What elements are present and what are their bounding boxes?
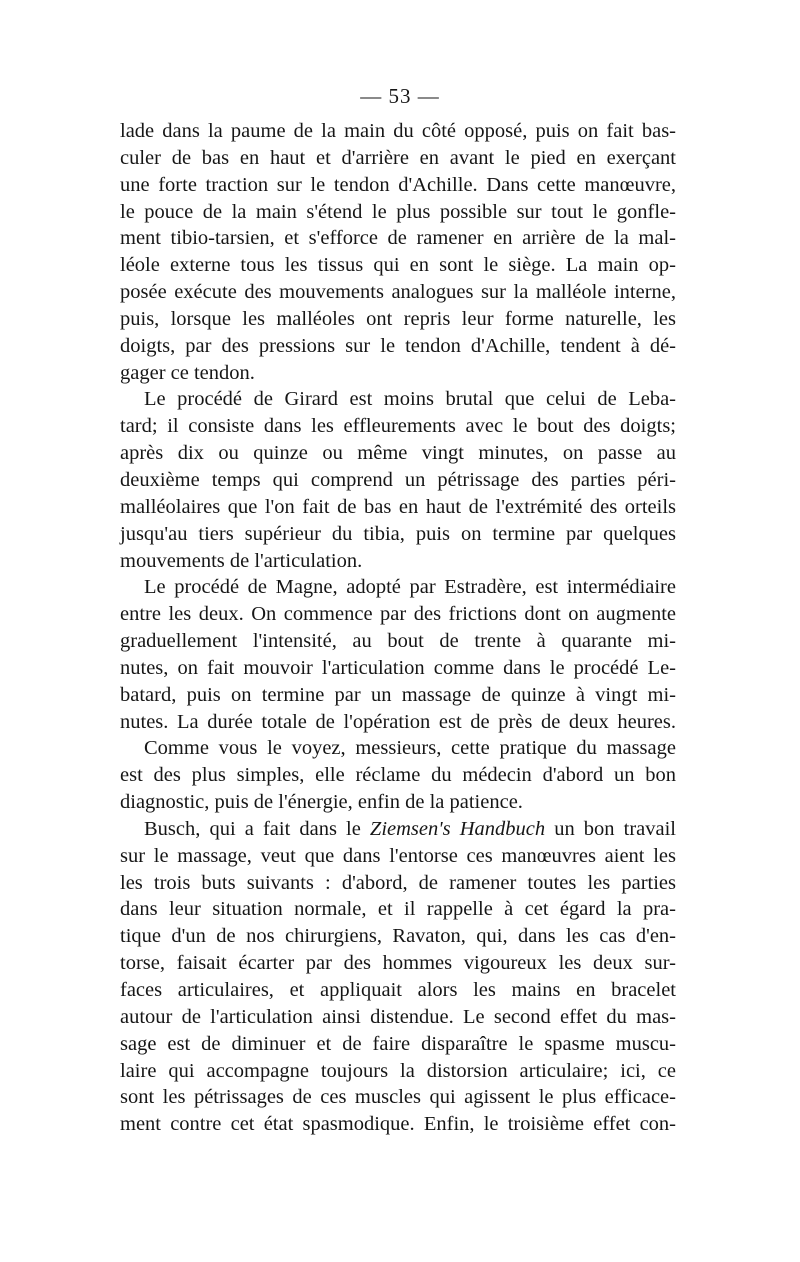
text-line: une forte traction sur le tendon d'Achille. Dans cette manœuvre, [120, 173, 676, 196]
text-line: nutes, on fait mouvoir l'articulation comme dans le procédé Le- [120, 656, 676, 679]
text-line: jusqu'au tiers supérieur du tibia, puis on termine par quelques [120, 522, 676, 545]
text-line: Comme vous le voyez, messieurs, cette pratique du massage [144, 737, 676, 760]
text-line: dans leur situation normale, et il rappelle à cet égard la pra- [120, 898, 676, 921]
text-line: tique d'un de nos chirurgiens, Ravaton, qui, dans les cas d'en- [120, 925, 676, 948]
text-line: faces articulaires, et appliquait alors les mains en bracelet [120, 979, 676, 1001]
text-line: torse, faisait écarter par des hommes vigoureux les deux sur- [120, 952, 676, 975]
page-number: — 53 — [360, 84, 440, 108]
text-line: deuxième temps qui comprend un pétrissage des parties péri- [120, 468, 676, 491]
text-line: le pouce de la main s'étend le plus possible sur tout le gonfle- [120, 200, 676, 223]
text-line: ment tibio-tarsien, et s'efforce de ramener en arrière de la mal- [120, 227, 676, 250]
text-line: culer de bas en haut et d'arrière en avant le pied en exerçant [120, 146, 676, 169]
text-line: puis, lorsque les malléoles ont repris leur forme naturelle, les [120, 307, 676, 330]
text-line: tard; il consiste dans les effleurements avec le bout des doigts; [120, 415, 676, 438]
text-line: mouvements de l'articulation. [120, 549, 363, 572]
text-line: sont les pétrissages de ces muscles qui agissent le plus efficace- [120, 1086, 676, 1109]
text-line: doigts, par des pressions sur le tendon d'Achille, tendent à dé- [120, 334, 676, 357]
text-line: malléolaires que l'on fait de bas en haut de l'extrémité des orteils [120, 495, 676, 518]
text-line: Busch, qui a fait dans le Ziemsen's Handbuch un bon travail [144, 817, 676, 840]
text-line: sage est de diminuer et de faire disparaître le spasme muscu- [120, 1032, 676, 1055]
text-line: batard, puis on termine par un massage de quinze à vingt mi- [120, 683, 676, 706]
text-line: entre les deux. On commence par des frictions dont on augmente [120, 603, 676, 626]
text-line: Le procédé de Girard est moins brutal que celui de Leba- [144, 388, 676, 411]
text-line: les trois buts suivants : d'abord, de ramener toutes les parties [120, 871, 676, 894]
text-line: sur le massage, veut que dans l'entorse ces manœuvres aient les [120, 844, 676, 867]
text-line: diagnostic, puis de l'énergie, enfin de la patience. [120, 791, 523, 814]
text-line: léole externe tous les tissus qui en sont le siège. La main op- [120, 254, 676, 277]
text-line: posée exécute des mouvements analogues sur la malléole interne, [120, 281, 676, 304]
text-line: Le procédé de Magne, adopté par Estradère, est intermédiaire [144, 576, 676, 599]
text-line: autour de l'articulation ainsi distendue. Le second effet du mas- [120, 1005, 676, 1028]
text-line: nutes. La durée totale de l'opération est de près de deux heures. [120, 710, 676, 733]
text-line: laire qui accompagne toujours la distorsion articulaire; ici, ce [120, 1059, 676, 1082]
text-line: graduellement l'intensité, au bout de trente à quarante mi- [120, 630, 676, 653]
book-title: Ziemsen's Handbuch [369, 817, 546, 840]
text-line: après dix ou quinze ou même vingt minutes, on passe au [120, 442, 676, 465]
text-line: lade dans la paume de la main du côté opposé, puis on fait bas- [120, 120, 676, 142]
text-line: est des plus simples, elle réclame du médecin d'abord un bon [120, 764, 676, 787]
text-line: gager ce tendon. [120, 361, 255, 384]
text-line: ment contre cet état spasmodique. Enfin, le troisième effet con- [120, 1113, 676, 1136]
body-text [120, 118, 676, 1138]
